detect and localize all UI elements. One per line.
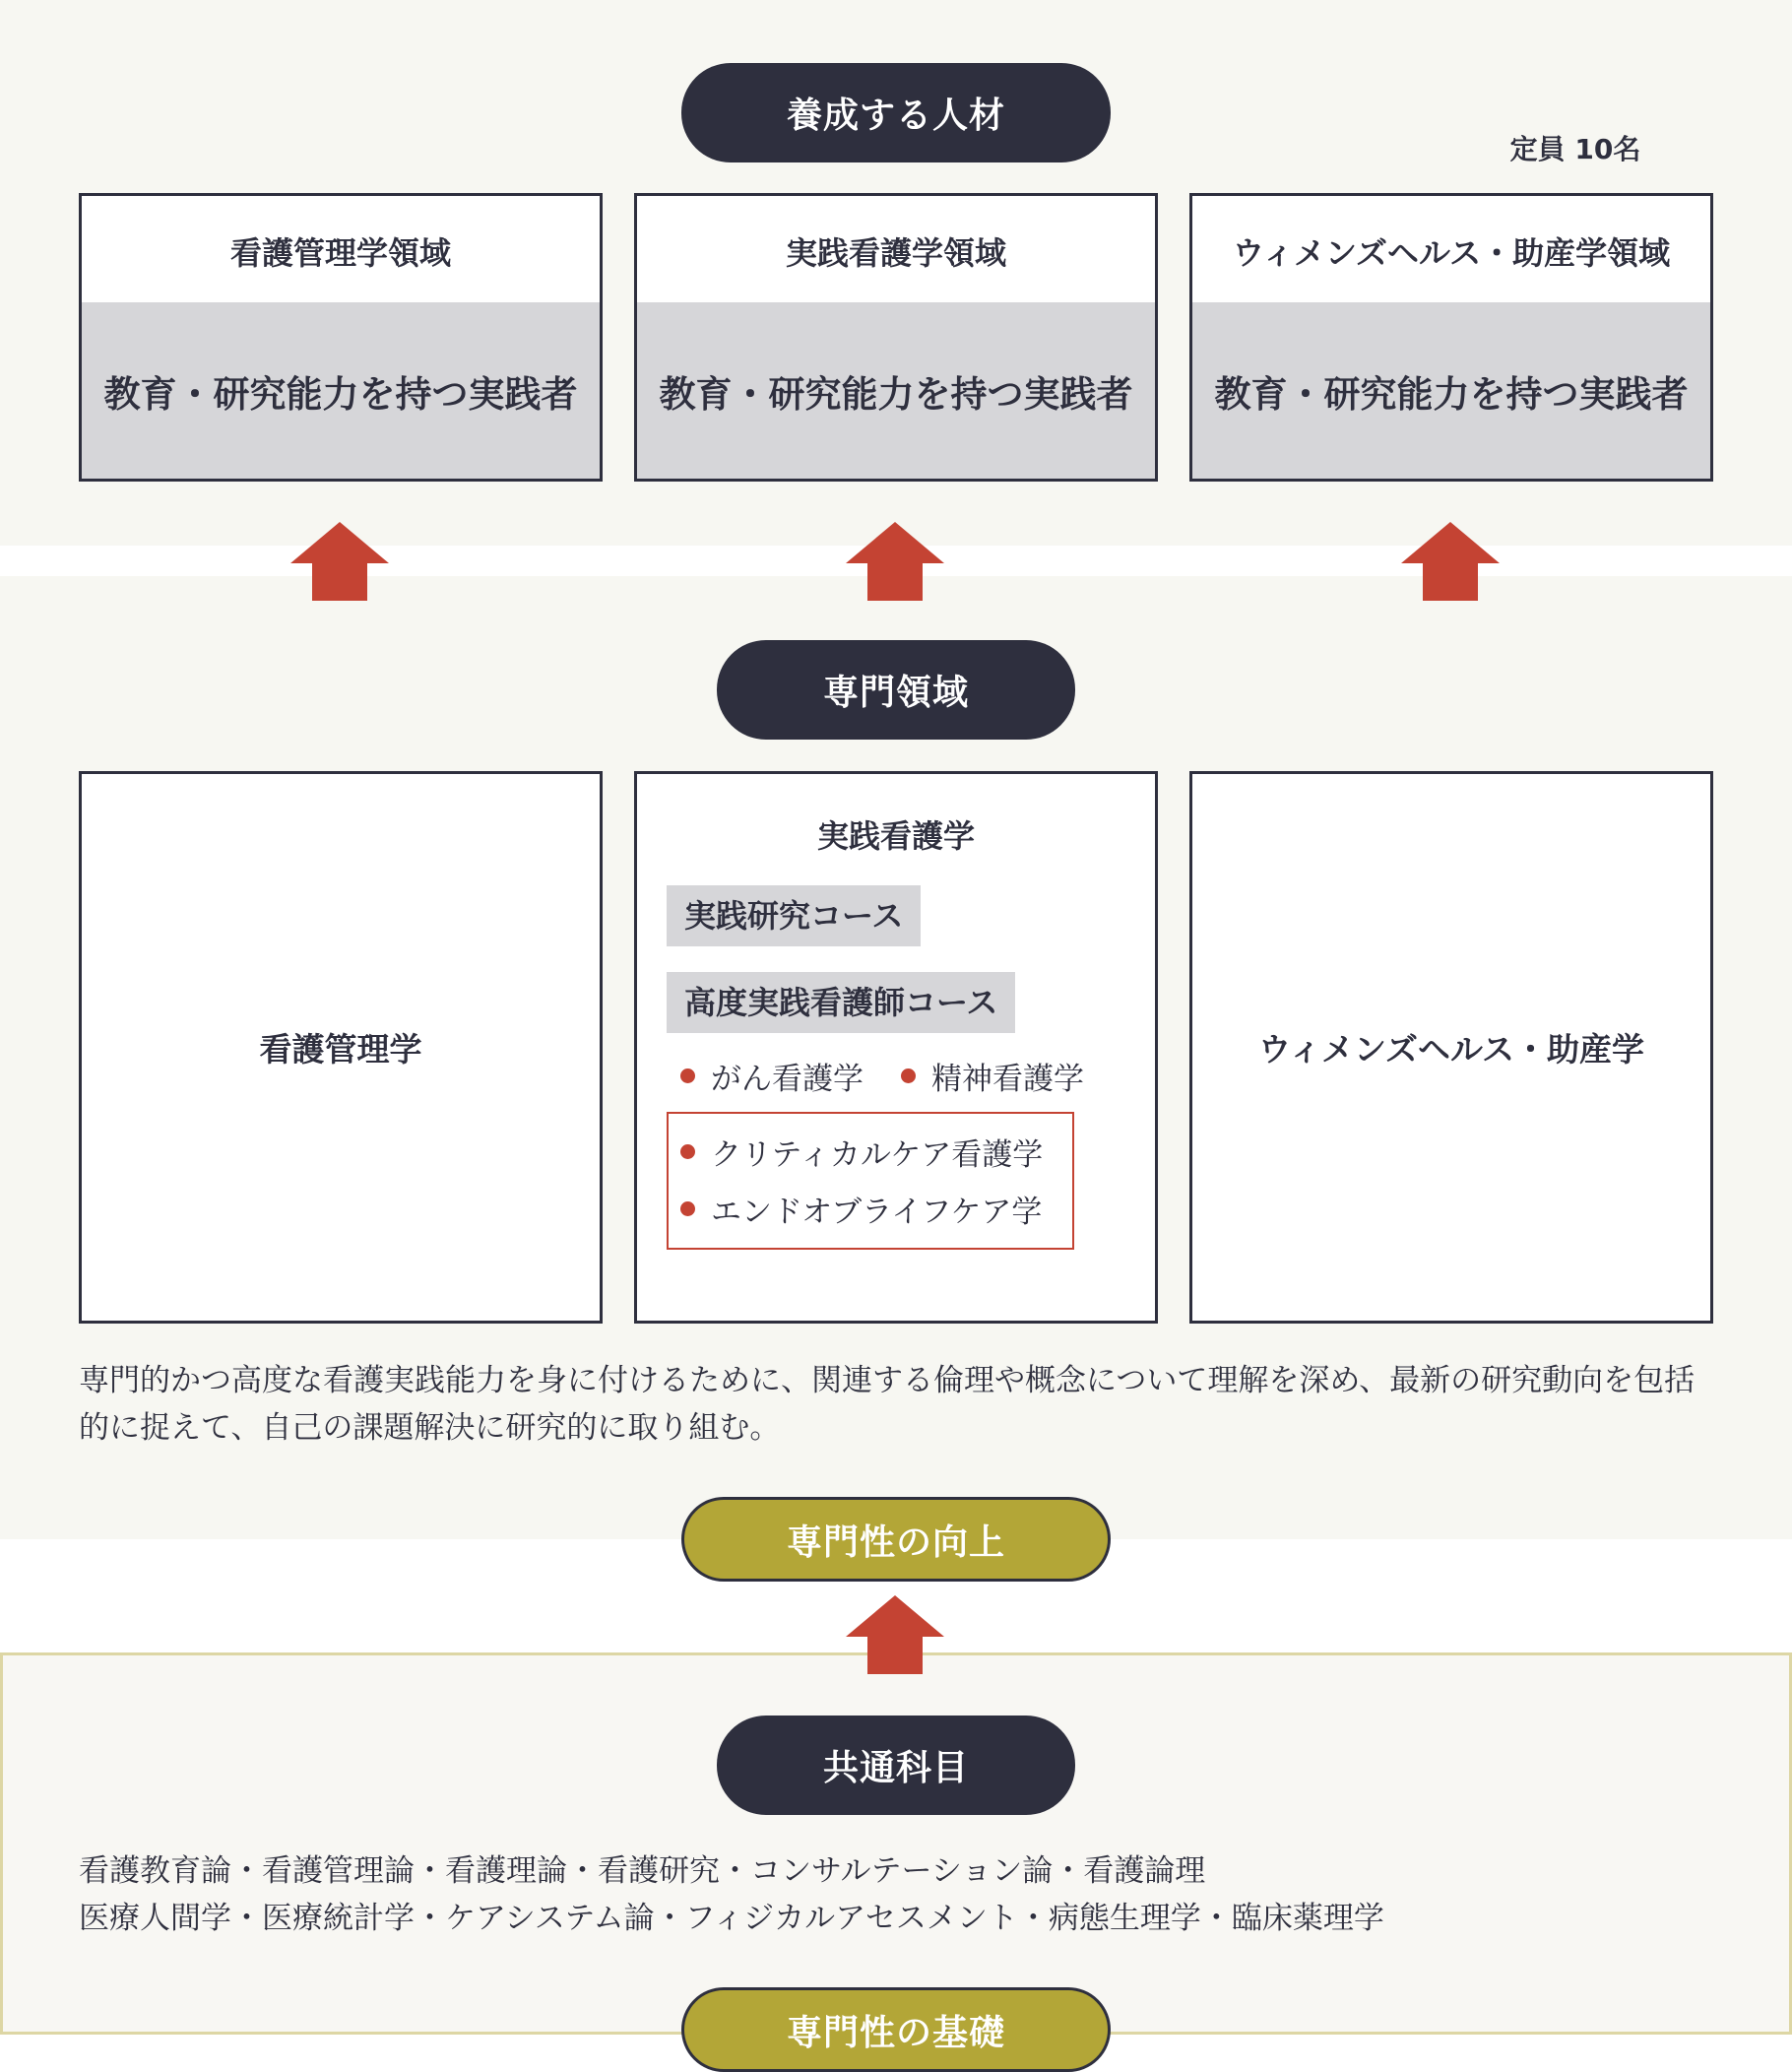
foundation-label-pill: 専門性の基礎 — [681, 1987, 1111, 2072]
up-arrow-icon — [290, 522, 389, 601]
common-subjects-list — [79, 1847, 1384, 1942]
specialty-box-womens-health — [1189, 771, 1713, 1324]
up-arrow-icon — [1401, 522, 1500, 601]
course-badge-research: 実践研究コース — [667, 885, 921, 946]
course-badge-advanced-practice: 高度実践看護師コース — [667, 972, 1015, 1033]
specialty-box-label: ウィメンズヘルス・助産学 — [1257, 1030, 1645, 1068]
card-body: 教育・研究能力を持つ実践者 — [82, 302, 600, 479]
bullet-dot-icon — [680, 1068, 695, 1083]
bullet-dot-icon — [680, 1201, 695, 1216]
specialty-description: 専門的かつ高度な看護実践能力を身に付けるために、関連する倫理や概念について理解を深め、最新の研究動向を包括的に捉えて、自己の課題解決に研究的に取り組む。 — [79, 1363, 1696, 1446]
list-item — [680, 1130, 1043, 1174]
list-item-label: エンドオブライフケア学 — [711, 1195, 1043, 1230]
card-title: 実践看護学領域 — [785, 233, 1006, 272]
common-subjects-header-pill: 共通科目 — [717, 1716, 1075, 1815]
list-item-label: クリティカルケア看護学 — [711, 1137, 1044, 1173]
card-body: 教育・研究能力を持つ実践者 — [1192, 302, 1710, 479]
up-arrow-icon — [846, 522, 944, 601]
specialty-box-label: 看護管理学 — [259, 1030, 422, 1068]
specialty-box-title: 実践看護学 — [816, 817, 975, 855]
common-subjects-line: 医療人間学・医療統計学・ケアシステム論・フィジカルアセスメント・病態生理学・臨床薬理学 — [79, 1901, 1384, 1936]
card-title: 看護管理学領域 — [229, 233, 451, 272]
outcome-card-nursing-management — [79, 193, 603, 482]
specialty-header-pill: 専門領域 — [717, 640, 1075, 740]
specialty-box-nursing-management — [79, 771, 603, 1324]
list-item — [680, 1054, 864, 1098]
up-arrow-icon — [846, 1595, 944, 1674]
outcome-card-womens-health — [1189, 193, 1713, 482]
outcome-card-practical-nursing — [634, 193, 1158, 482]
common-section-background — [0, 1652, 1792, 2035]
bullet-dot-icon — [680, 1144, 695, 1159]
specialty-box-practical-nursing — [634, 771, 1158, 1324]
highlight-box — [667, 1112, 1074, 1250]
capacity-label: 定員 10名 — [1509, 133, 1641, 165]
card-title: ウィメンズヘルス・助産学領域 — [1232, 233, 1671, 272]
improvement-label-pill: 専門性の向上 — [681, 1497, 1111, 1582]
card-body: 教育・研究能力を持つ実践者 — [637, 302, 1155, 479]
list-item — [680, 1187, 1042, 1231]
list-item-label: がん看護学 — [711, 1062, 864, 1097]
list-item-label: 精神看護学 — [931, 1062, 1084, 1097]
bullet-dot-icon — [901, 1068, 916, 1083]
list-item — [901, 1054, 1084, 1098]
common-subjects-line: 看護教育論・看護管理論・看護理論・看護研究・コンサルテーション論・看護論理 — [79, 1853, 1206, 1889]
training-header-pill: 養成する人材 — [681, 63, 1111, 162]
